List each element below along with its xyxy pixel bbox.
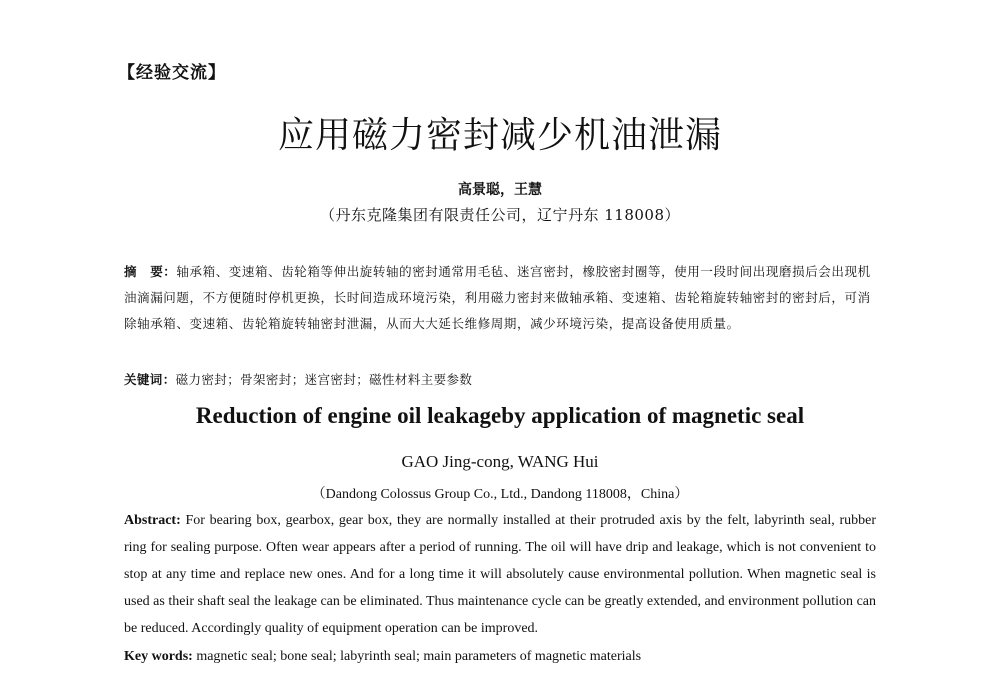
abstract-english-text: For bearing box, gearbox, gear box, they are normally installed at their protruded axis by the felt, labyrinth seal, rubber ring for sealing purpose. Often wear appears after a period of running. The oil will have drip and leakage, which is not convenient to stop at any time and replace new ones. And for a long time it will absolutely cause environmental pollution. When magnetic seal is used as their shaft seal the leakage can be eliminated. Thus maintenance cycle can be greatly extended, and environment pollution can be reduced. Accordingly quality of equipment operation can be improved. [124, 513, 876, 636]
keywords-chinese-text: 磁力密封；骨架密封；迷宫密封；磁性材料主要参数 [175, 372, 473, 387]
authors-english: GAO Jing-cong, WANG Hui [401, 452, 599, 471]
keywords-english-label: Key words: [124, 649, 193, 664]
abstract-english [124, 507, 876, 642]
authors-chinese: 高景聪，王慧 [458, 182, 542, 198]
abstract-chinese [124, 259, 876, 337]
keywords-chinese [124, 370, 876, 390]
abstract-english-label: Abstract: [124, 513, 181, 528]
title-chinese: 应用磁力密封减少机油泄漏 [277, 115, 722, 156]
keywords-chinese-label: 关键词： [124, 372, 176, 387]
abstract-chinese-text: 轴承箱、变速箱、齿轮箱等伸出旋转轴的密封通常用毛毡、迷宫密封，橡胶密封圈等，使用一段时间出现磨损后会出现机油滴漏问题，不方便随时停机更换，长时间造成环境污染，利用磁力密封来做轴承箱、变速箱、齿轮箱旋转轴密封的密封后，可消除轴承箱、变速箱、齿轮箱旋转轴密封泄漏，从而大大延长维修周期，减少环境污染，提高设备使用质量。 [124, 264, 871, 331]
abstract-chinese-label: 摘 要： [124, 264, 177, 279]
affiliation-chinese: （丹东克隆集团有限责任公司，辽宁丹东 118008） [319, 206, 681, 224]
section-tag: 【经验交流】 [118, 63, 226, 83]
keywords-english-text: magnetic seal; bone seal; labyrinth seal; main parameters of magnetic materials [196, 649, 642, 664]
keywords-english [124, 647, 876, 667]
title-english: Reduction of engine oil leakageby application of magnetic seal [195, 403, 805, 428]
affiliation-english: （Dandong Colossus Group Co., Ltd., Dandong 118008，China） [311, 487, 689, 502]
